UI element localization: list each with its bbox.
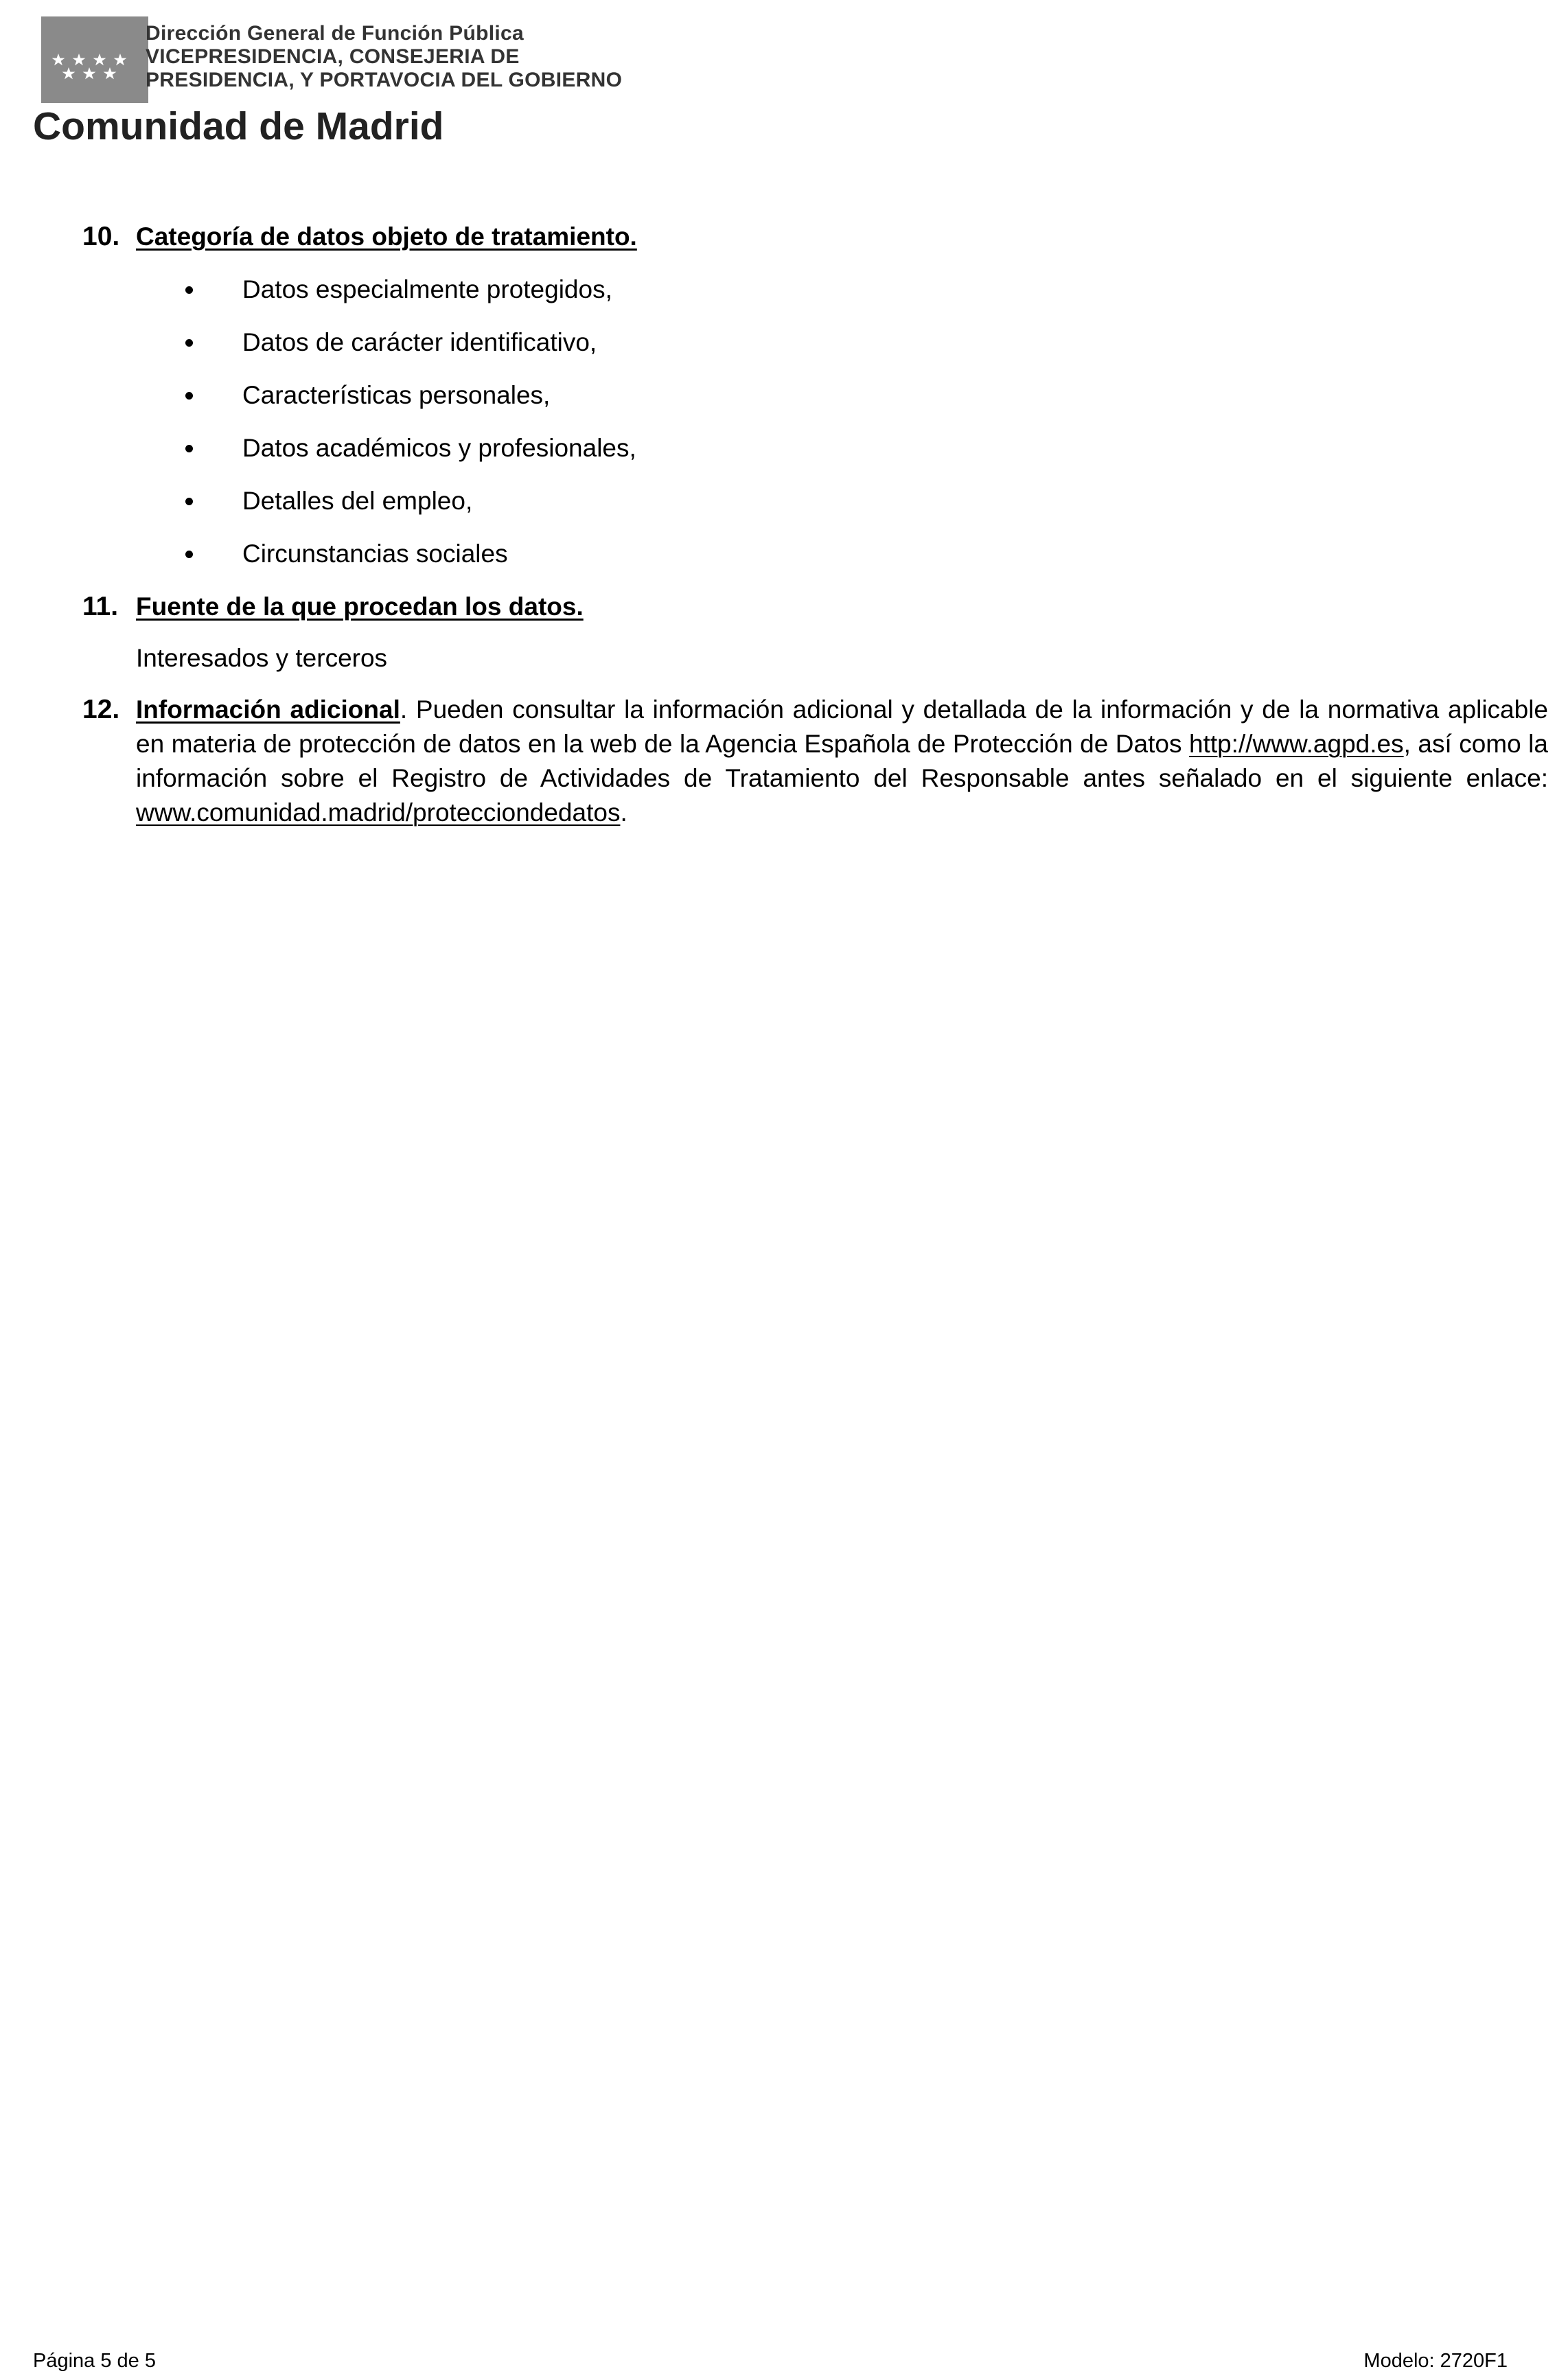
bullet-list [136,273,1548,571]
department-line-2: VICEPRESIDENCIA, CONSEJERIA DE [146,45,520,68]
list-item: Datos de carácter identificativo, [136,325,1548,360]
section-11 [82,590,1548,676]
star-icon [104,67,117,79]
section-heading: Información adicional [136,695,400,724]
star-icon [62,67,76,79]
list-item: Datos académicos y profesionales, [136,431,1548,465]
list-item: Circunstancias sociales [136,537,1548,571]
proteccion-datos-link[interactable]: www.comunidad.madrid/protecciondedatos [136,798,621,827]
star-icon [52,54,65,65]
section-12 [82,693,1548,830]
agpd-link[interactable]: http://www.agpd.es [1188,730,1404,758]
paragraph-text-3: . [620,798,627,827]
list-item: Datos especialmente protegidos, [136,273,1548,307]
section-number: 12. [82,695,120,724]
list-item: Detalles del empleo, [136,484,1548,518]
section-heading: Categoría de datos objeto de tratamiento. [136,222,637,251]
department-line-3: PRESIDENCIA, Y PORTAVOCIA DEL GOBIERNO [146,69,623,91]
star-icon [73,54,86,65]
department-line-1: Dirección General de Función Pública [146,22,524,45]
list-item: Características personales, [136,378,1548,413]
page-number: Página 5 de 5 [33,2350,156,2372]
paragraph-text-1: Pueden consultar la información adicional y detallada de la información y de la normativa aplicable en materia de protección de datos en la web de la Agencia Española de Protección de Datos [136,695,1548,758]
department-block [146,22,622,92]
heading-suffix: . [400,695,408,724]
section-10 [82,220,1548,571]
section-number: 11. [82,592,119,621]
section-number: 10. [82,222,120,251]
madrid-flag-stars-icon [41,16,148,103]
document-body [82,220,1548,830]
star-icon [114,54,127,65]
stars-graphic [41,16,148,103]
section-text: Interesados y terceros [136,644,388,672]
section-paragraph [136,693,1548,830]
brand-title: Comunidad de Madrid [33,104,444,148]
paragraph-text-2: , así como la información sobre el Registro de Actividades de Tratamiento del Responsable antes señalado en el siguiente enlace: [136,730,1548,792]
star-icon [93,54,106,65]
model-number: Modelo: 2720F1 [1363,2350,1508,2372]
section-heading: Fuente de la que procedan los datos. [136,592,584,621]
star-icon [83,67,96,79]
